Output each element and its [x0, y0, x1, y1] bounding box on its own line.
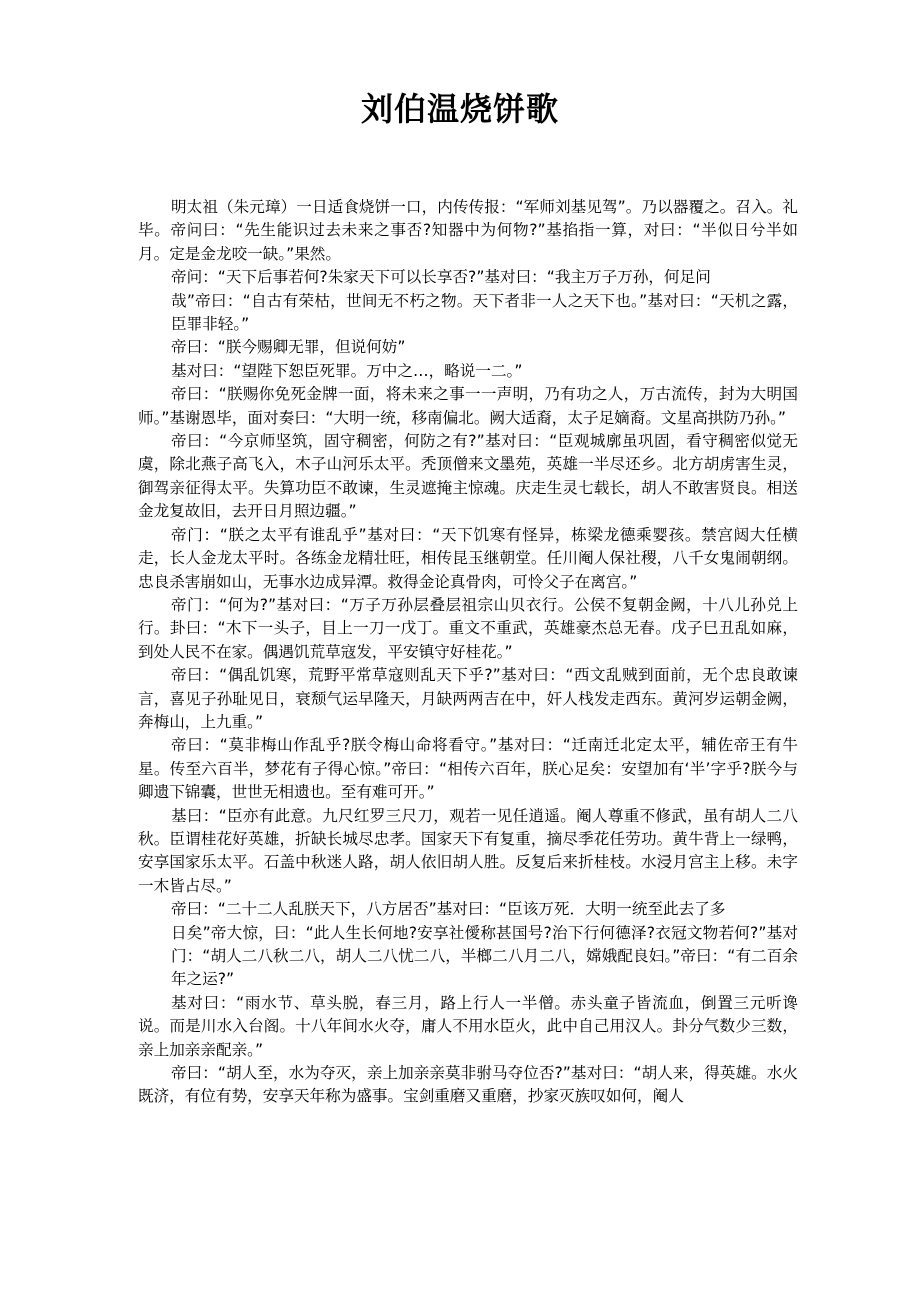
paragraph: 哉”帝曰：“自古有荣枯，世间无不朽之物。天下者非一人之天下也。”基对曰：“天机之露，臣罪非轻。”: [171, 291, 798, 334]
paragraph: 帝曰：“胡人至，水为夺灭，亲上加亲亲莫非驸马夺位否?”基对曰：“胡人来，得英雄。水火既济，有位有势，安享天年称为盛事。宝剑重磨又重磨，抄家灭族叹如何，阉人: [138, 1064, 798, 1106]
document-body: [138, 196, 798, 1109]
paragraph: 帝曰：“二十二人乱朕天下，八方居否”基对曰：“臣该万死．大明一统至此去了多: [171, 900, 726, 919]
paragraph: 帝曰：“莫非梅山作乱乎?朕令梅山命将看守。”基对曰：“迁南迁北定太平，辅佐帝王有牛星。传至六百半，梦花有子得心惊。”帝曰：“相传六百年，朕心足矣：安望加有‘半’字乎?朕今与卿遗下锦囊，世世无相遗也。至有难可开。”: [138, 736, 798, 802]
paragraph: 帝门：“何为?”基对曰：“万子万孙层叠层祖宗山贝衣行。公侯不复朝金阙，十八儿孙兑上行。卦曰：“木下一头子，目上一刀一戊丁。重文不重武，英雄豪杰总无春。戊子巳丑乱如麻，到处人民不在家。偶遇饥荒草寇发，平安镇守好桂花。”: [138, 595, 798, 661]
paragraph: 帝曰：“今京师坚筑，固守稠密，何防之有?”基对曰：“臣观城廓虽巩固，看守稠密似觉无虞，除北燕子高飞入，木子山河乐太平。秃顶僧来文墨苑，英雄一半尽还乡。北方胡虏害生灵，御驾亲征得太平。失算功臣不敢谏，生灵遮掩主惊魂。庆走生灵七载长，胡人不敢害贤良。相送金龙复故旧，去开日月照边疆。”: [138, 432, 798, 521]
paragraph: 帝曰：“朕赐你免死金牌一面，将未来之事一一声明，乃有功之人，万古流传，封为大明国师。”基谢恩毕，面对奏曰：“大明一统，移南偏北。阙大适裔，太子足嫡裔。文星高拱防乃孙。”: [138, 385, 798, 427]
paragraph: 基对曰：“望陛下恕臣死罪。万中之…，略说一二。”: [171, 361, 523, 380]
document-title: 刘伯温烧饼歌: [360, 90, 559, 128]
paragraph: 帝曰：“朕今赐卿无罪，但说何妨”: [171, 338, 406, 357]
paragraph: 帝问：“天下后事若何?朱家天下可以长享否?”基对曰：“我主万子万孙，何足问: [171, 268, 711, 287]
paragraph: 帝门：“朕之太平有谁乱乎”基对曰：“天下饥寒有怪异，栋梁龙德乘婴孩。禁宫闼大任横走，长人金龙太平时。各练金龙精壮旺，相传昆玉继朝堂。任川阉人保社稷，八千女鬼闹朝纲。忠良杀害崩如山，无事水边成异潭。救得金论真骨肉，可怜父子在离宫。”: [138, 525, 798, 591]
paragraph: 基对曰：“雨水节、草头脱，春三月，路上行人一半僧。赤头童子皆流血，倒置三元听谗说。而是川水入台阁。十八年间水火夺，庸人不用水臣火，此中自己用汉人。卦分气数少三数，亲上加亲亲配亲。”: [138, 993, 798, 1059]
paragraph: 日矣”帝大惊，曰：“此人生长何地?安享社僾称甚国号?治下行何德泽?衣冠文物若何?”基对门：“胡人二八秋二八，胡人二八忧二八，半榔二八月二八，嫦娥配良妇。”帝曰：“有二百余年之运?”: [171, 923, 798, 989]
paragraph: 帝曰：“偶乱饥寒，荒野平常草寇则乱天下乎?”基对曰：“西文乱贼到面前，无个忠良敢谏言，喜见子孙耻见日，衰颓气运早隆天，月缺两两吉在中，奸人栈发走西东。黄河岁运朝金阙，奔梅山，上九重。”: [138, 666, 798, 731]
paragraph: 明太祖（朱元璋）一日适食烧饼一口，内传传报：“军师刘基见驾”。乃以器覆之。召入。礼毕。帝问曰：“先生能识过去未来之事否?知器中为何物?”基掐指一算，对曰：“半似日兮半如月。定是金龙咬一缺。”果然。: [138, 198, 798, 263]
paragraph: 基曰：“臣亦有此意。九尺红罗三尺刀，观若一见任逍遥。阉人尊重不修武，虽有胡人二八秋。臣谓桂花好英雄，折缺长城尽忠孝。国家天下有复重，摘尽季花任劳功。黄牛背上一绿鸭，安享国家乐太平。石盖中秋迷人路，胡人依旧胡人胜。反复后来折桂枝。水浸月宫主上移。未字一木皆占尽。”: [138, 806, 798, 895]
